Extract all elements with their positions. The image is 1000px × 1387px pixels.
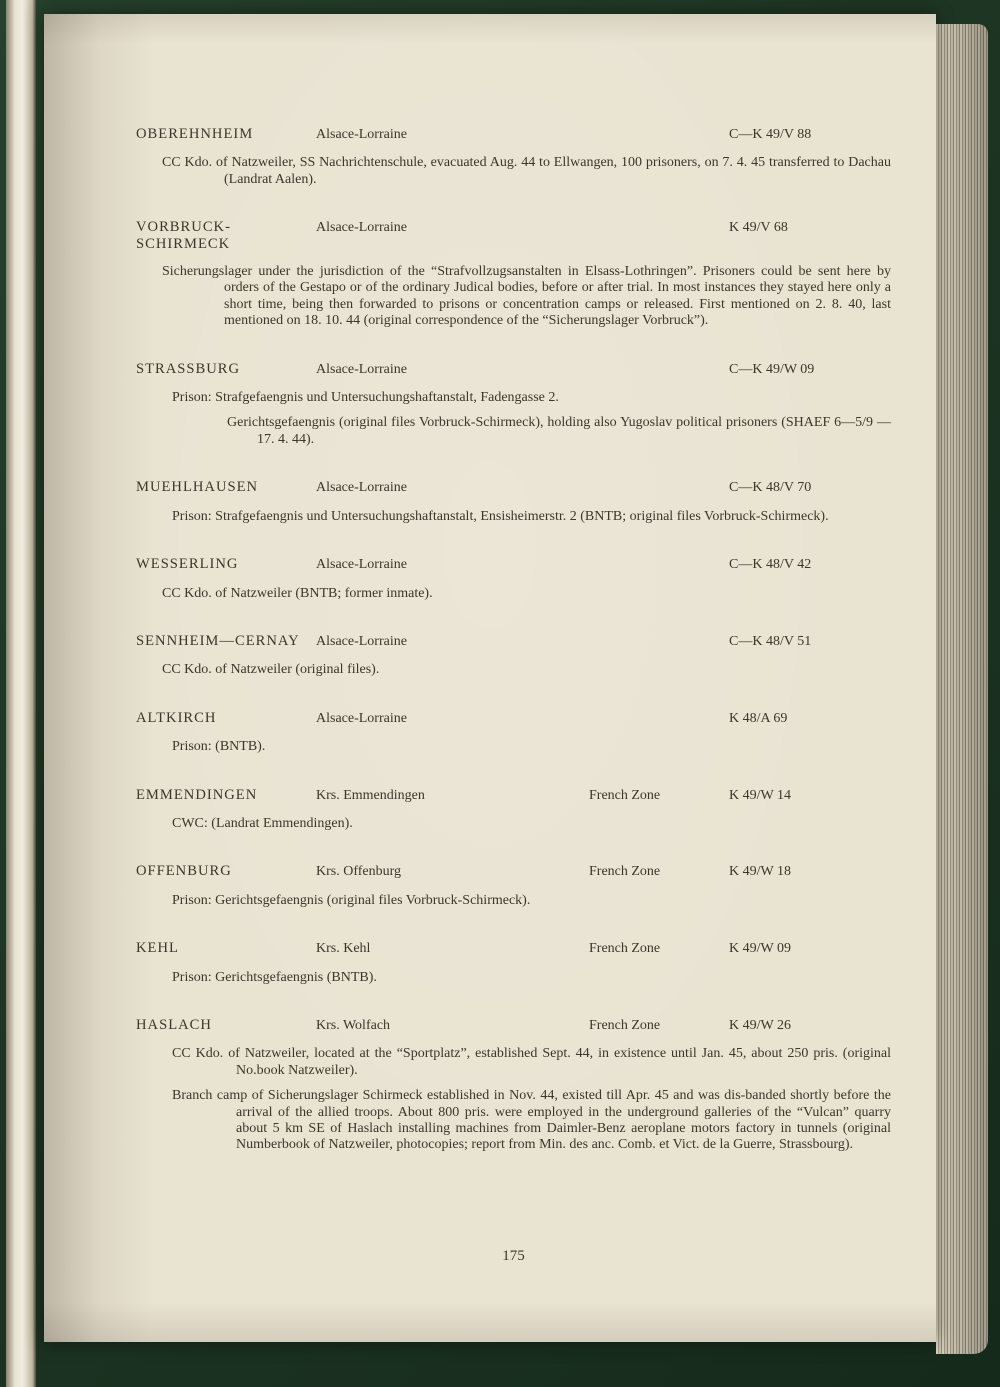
catalog-entry xyxy=(136,1017,891,1154)
entry-paragraph: CC Kdo. of Natzweiler (original files). xyxy=(162,662,380,678)
page-edge-stack xyxy=(936,24,988,1354)
entry-place-name: OBEREHNHEIM xyxy=(136,126,254,142)
entry-header xyxy=(136,863,891,880)
book-page xyxy=(44,14,936,1342)
entry-paragraph: CC Kdo. of Natzweiler (BNTB; former inmate). xyxy=(162,585,433,601)
catalog-entry xyxy=(136,126,891,188)
entry-region: Alsace-Lorraine xyxy=(316,557,407,573)
entry-paragraph: Prison: Gerichtsgefaengnis (BNTB). xyxy=(172,969,377,985)
catalog-entry xyxy=(136,219,891,329)
catalog-entry xyxy=(136,556,891,602)
entry-map-code: K 49/W 09 xyxy=(729,941,791,957)
entry-header xyxy=(136,787,891,804)
entry-header xyxy=(136,361,891,378)
entry-details xyxy=(136,662,891,678)
entry-region: Krs. Emmendingen xyxy=(316,787,425,803)
entry-map-code: C—K 48/V 51 xyxy=(729,633,812,649)
entry-details xyxy=(136,893,891,909)
entry-zone: French Zone xyxy=(589,864,661,880)
entry-details xyxy=(136,816,891,832)
entry-details xyxy=(136,1046,891,1153)
entry-zone: French Zone xyxy=(589,1017,661,1033)
entry-details xyxy=(136,970,891,986)
entry-region: Alsace-Lorraine xyxy=(316,633,407,649)
entry-map-code: C—K 48/V 70 xyxy=(729,480,812,496)
page-binding-curl xyxy=(6,0,36,1387)
entry-map-code: C—K 48/V 42 xyxy=(729,557,812,573)
catalog-entry xyxy=(136,633,891,679)
entry-zone: French Zone xyxy=(589,941,661,957)
entry-paragraph: Sicherungslager under the jurisdiction of the “Strafvollzugsanstalten in Elsass-Lothringen”. Prisoners could be sent here by orders of the Gestapo or of the ordinary Judical bodies, before or after trial. In most instances they stayed here only a short time, being then forwarded to prisons or concentration camps or released. First mentioned on 2. 8. 40, last mentioned on 18. 10. 44 (original correspondence of the “Sicherungslager Vorbruck”). xyxy=(162,264,891,329)
catalog-entry xyxy=(136,479,891,525)
entry-map-code: K 49/W 26 xyxy=(729,1017,791,1033)
entry-map-code: C—K 49/V 88 xyxy=(729,127,812,142)
entry-place-name: HASLACH xyxy=(136,1016,212,1033)
entry-place-name: EMMENDINGEN xyxy=(136,786,258,803)
catalog-entry xyxy=(136,787,891,833)
entry-details xyxy=(136,739,891,755)
entry-region: Krs. Kehl xyxy=(316,941,371,957)
entry-paragraph: CC Kdo. of Natzweiler, located at the “Sportplatz”, established Sept. 44, in existence until Jan. 45, about 250 pris. (original No.book Natzweiler). xyxy=(172,1046,891,1078)
entry-paragraph: CWC: (Landrat Emmendingen). xyxy=(172,815,353,831)
entry-place-name: VORBRUCK-SCHIRMECK xyxy=(136,219,231,252)
entry-region: Krs. Offenburg xyxy=(316,864,402,880)
entry-header xyxy=(136,219,891,252)
catalog-entry xyxy=(136,710,891,756)
page-number: 175 xyxy=(502,1248,525,1264)
entry-region: Krs. Wolfach xyxy=(316,1017,391,1033)
entry-header xyxy=(136,633,891,650)
entry-paragraph: Branch camp of Sicherungslager Schirmeck established in Nov. 44, existed till Apr. 45 and was dis-banded shortly before the arrival of the allied troops. About 800 pris. were employed in the underground galleries of the “Vulcan” quarry about 5 km SE of Haslach installing machines from Daimler-Benz aeroplane motors factory in tunnels (original Numberbook of Natzweiler, photocopies; report from Min. des anc. Comb. et Vict. de la Guerre, Strassbourg). xyxy=(172,1088,891,1153)
entry-header xyxy=(136,710,891,727)
entry-details xyxy=(136,155,891,188)
catalog-entry xyxy=(136,361,891,449)
entry-place-name: ALTKIRCH xyxy=(136,709,217,726)
entry-header xyxy=(136,556,891,573)
entry-paragraph: Prison: Strafgefaengnis und Untersuchungshaftanstalt, Fadengasse 2. xyxy=(172,390,559,406)
entry-map-code: C—K 49/W 09 xyxy=(729,361,815,377)
entry-header xyxy=(136,1017,891,1034)
entry-place-name: OFFENBURG xyxy=(136,863,232,880)
entry-header xyxy=(136,126,891,143)
entry-map-code: K 48/A 69 xyxy=(729,710,788,726)
entry-header xyxy=(136,479,891,496)
entry-place-name: MUEHLHAUSEN xyxy=(136,479,259,496)
entry-region: Alsace-Lorraine xyxy=(316,361,407,377)
entry-zone: French Zone xyxy=(589,787,661,803)
catalog-entry xyxy=(136,863,891,909)
entry-map-code: K 49/W 18 xyxy=(729,864,791,880)
entry-map-code: K 49/V 68 xyxy=(729,220,788,236)
entry-place-name: WESSERLING xyxy=(136,556,239,573)
entry-details xyxy=(136,586,891,602)
entry-place-name: SENNHEIM—CERNAY xyxy=(136,632,300,649)
entry-place-name: KEHL xyxy=(136,940,179,957)
catalog-entry xyxy=(136,940,891,986)
entry-region: Alsace-Lorraine xyxy=(316,480,407,496)
entry-details xyxy=(136,509,891,525)
entry-header xyxy=(136,940,891,957)
entry-details xyxy=(136,264,891,330)
entry-paragraph: CC Kdo. of Natzweiler, SS Nachrichtenschule, evacuated Aug. 44 to Ellwangen, 100 prisoners, on 7. 4. 45 transferred to Dachau (Landrat Aalen). xyxy=(162,155,891,187)
entry-region: Alsace-Lorraine xyxy=(316,710,407,726)
entry-region: Alsace-Lorraine xyxy=(316,127,407,142)
entries xyxy=(136,126,891,1185)
entry-paragraph: Prison: (BNTB). xyxy=(172,739,266,755)
entry-paragraph: Gerichtsgefaengnis (original files Vorbruck-Schirmeck), holding also Yugoslav political prisoners (SHAEF 6—5/9 — 17. 4. 44). xyxy=(227,415,891,447)
entry-paragraph: Prison: Strafgefaengnis und Untersuchungshaftanstalt, Ensisheimerstr. 2 (BNTB; original files Vorbruck-Schirmeck). xyxy=(172,508,829,524)
entry-map-code: K 49/W 14 xyxy=(729,787,791,803)
entry-region: Alsace-Lorraine xyxy=(316,220,407,236)
entry-place-name: STRASSBURG xyxy=(136,360,241,377)
entry-details xyxy=(136,390,891,448)
entry-paragraph: Prison: Gerichtsgefaengnis (original files Vorbruck-Schirmeck). xyxy=(172,892,531,908)
